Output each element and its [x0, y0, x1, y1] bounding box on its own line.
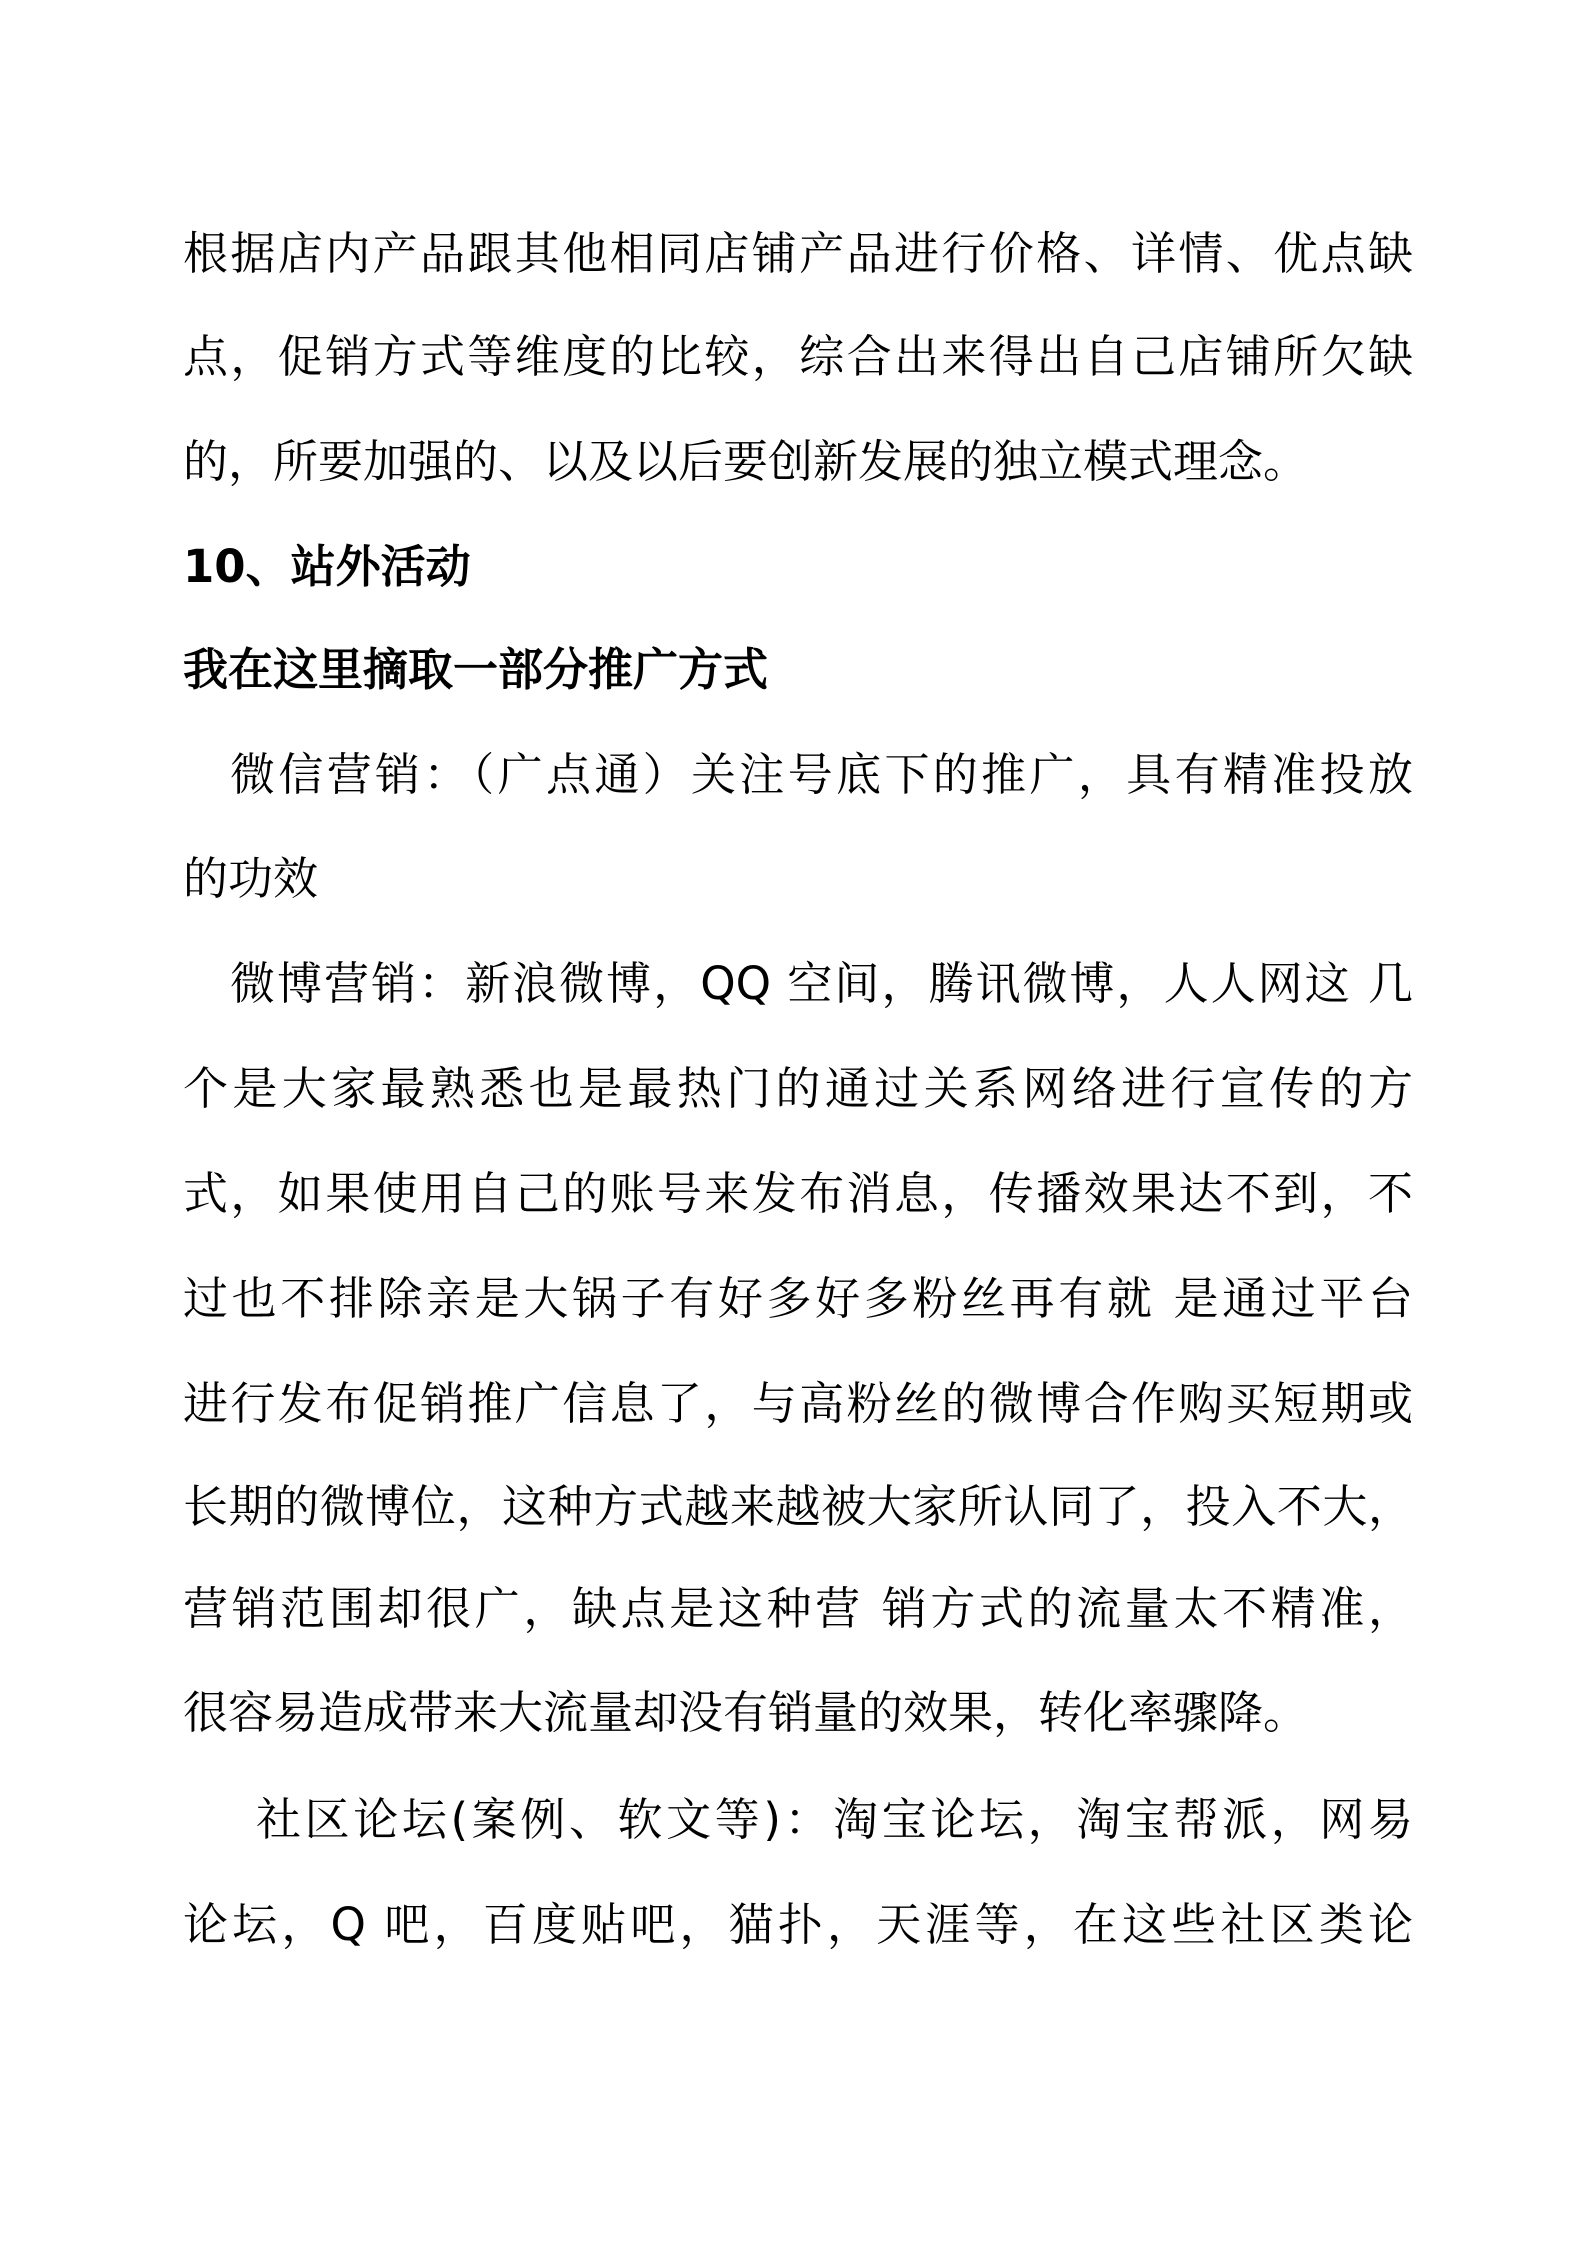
- paragraph-line: 社区论坛(案例、软文等)：淘宝论坛，淘宝帮派，网易: [256, 1793, 1413, 1846]
- paragraph-line: 的，所要加强的、以及以后要创新发展的独立模式理念。: [183, 435, 1309, 488]
- section-heading: 10、站外活动: [183, 540, 471, 593]
- paragraph-line: 营销范围却很广，缺点是这种营 销方式的流量太不精准，: [183, 1582, 1413, 1635]
- paragraph-line: 的功效: [183, 852, 319, 905]
- paragraph-line: 个是大家最熟悉也是最热门的通过关系网络进行宣传的方: [183, 1062, 1413, 1115]
- paragraph-line: 过也不排除亲是大锅子有好多好多粉丝再有就 是通过平台: [183, 1272, 1413, 1325]
- paragraph-line: 点，促销方式等维度的比较，综合出来得出自己店铺所欠缺: [183, 330, 1413, 383]
- paragraph-line: 式，如果使用自己的账号来发布消息，传播效果达不到，不: [183, 1167, 1413, 1220]
- subheading: 我在这里摘取一部分推广方式: [183, 643, 769, 696]
- paragraph-line: 论坛，Q 吧，百度贴吧，猫扑，天涯等，在这些社区类论: [183, 1898, 1413, 1951]
- paragraph-line: 很容易造成带来大流量却没有销量的效果，转化率骤降。: [183, 1686, 1309, 1739]
- paragraph-line: 微信营销：（广点通）关注号底下的推广，具有精准投放: [230, 748, 1413, 801]
- paragraph-line: 长期的微博位，这种方式越来越被大家所认同了，投入不大，: [183, 1480, 1413, 1533]
- paragraph-line: 进行发布促销推广信息了，与高粉丝的微博合作购买短期或: [183, 1377, 1413, 1430]
- paragraph-line: 根据店内产品跟其他相同店铺产品进行价格、详情、优点缺: [183, 227, 1413, 280]
- paragraph-line: 微博营销：新浪微博，QQ 空间，腾讯微博，人人网这 几: [230, 957, 1413, 1010]
